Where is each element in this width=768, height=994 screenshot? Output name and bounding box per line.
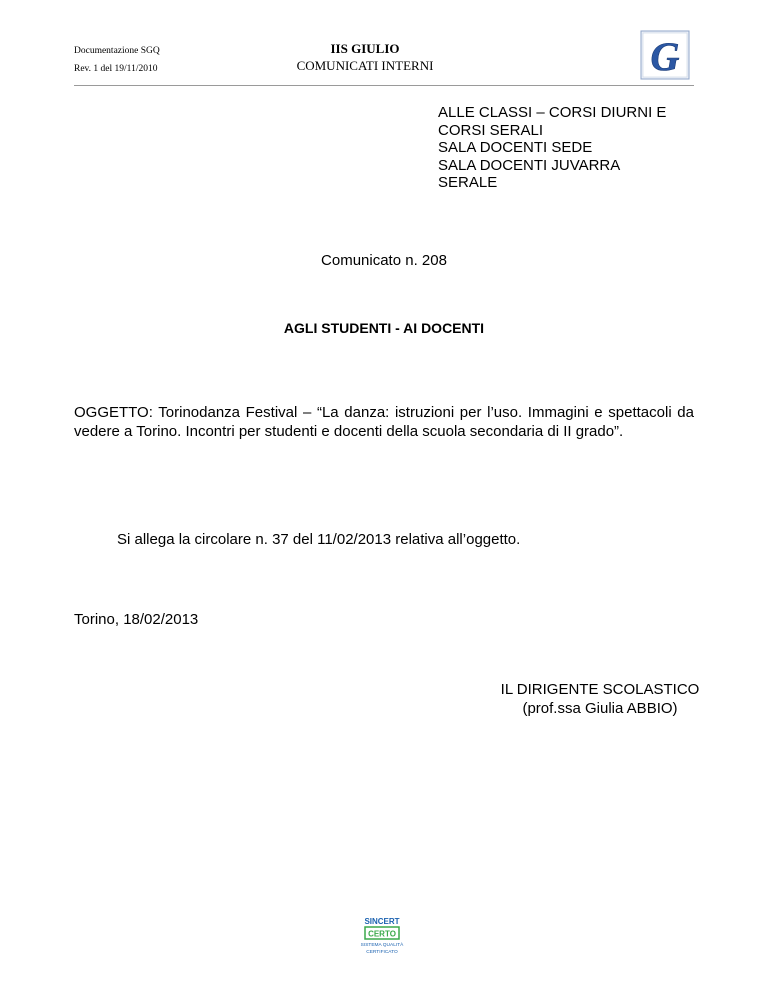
logo-letter: G bbox=[650, 34, 680, 79]
subject-paragraph: OGGETTO: Torinodanza Festival – “La danza: istruzioni per l’uso. Immagini e spettacoli da vedere a Torino. Incontri per studenti e docenti della scuola secondaria di II grado”. bbox=[74, 404, 694, 440]
cert-brand: SINCERT bbox=[364, 917, 400, 926]
signature-title: IL DIRIGENTE SCOLASTICO bbox=[500, 681, 700, 698]
school-logo-icon bbox=[640, 30, 690, 80]
bullet-icon bbox=[390, 157, 438, 175]
certification-logo-icon bbox=[357, 916, 407, 958]
recipient-text: SALA DOCENTI JUVARRA bbox=[438, 156, 621, 174]
header-doc-info bbox=[74, 42, 160, 78]
signature-block bbox=[440, 680, 760, 718]
addressees-heading: AGLI STUDENTI - AI DOCENTI bbox=[283, 320, 485, 336]
recipient-item bbox=[390, 157, 698, 175]
school-name: IIS GIULIO bbox=[330, 41, 400, 56]
header-title bbox=[285, 40, 445, 74]
place-date: Torino, 18/02/2013 bbox=[74, 611, 199, 628]
signature-name: (prof.ssa Giulia ABBIO) bbox=[522, 700, 678, 717]
cert-label: CERTO bbox=[368, 929, 396, 939]
bullet-icon bbox=[390, 174, 438, 192]
header-divider bbox=[74, 85, 694, 86]
cert-line1: SISTEMA QUALITÀ bbox=[360, 943, 404, 948]
recipient-text: SERALE bbox=[438, 174, 498, 191]
recipient-text: ALLE CLASSI – CORSI DIURNI E CORSI SERALI bbox=[438, 104, 667, 139]
section-name: COMUNICATI INTERNI bbox=[296, 58, 434, 73]
recipients-list bbox=[390, 104, 698, 192]
doc-label: Documentazione SGQ bbox=[74, 46, 160, 56]
bullet-icon bbox=[390, 139, 438, 157]
bullet-icon bbox=[390, 104, 438, 139]
cert-line2: CERTIFICATO bbox=[366, 950, 398, 955]
recipient-item bbox=[390, 174, 698, 192]
communication-number: Comunicato n. 208 bbox=[321, 252, 447, 269]
recipient-text: SALA DOCENTI SEDE bbox=[438, 139, 593, 156]
revision-label: Rev. 1 del 19/11/2010 bbox=[74, 64, 158, 74]
recipient-item bbox=[390, 104, 698, 139]
recipient-item bbox=[390, 139, 698, 157]
attachment-note: Si allega la circolare n. 37 del 11/02/2013 relativa all’oggetto. bbox=[117, 531, 521, 548]
